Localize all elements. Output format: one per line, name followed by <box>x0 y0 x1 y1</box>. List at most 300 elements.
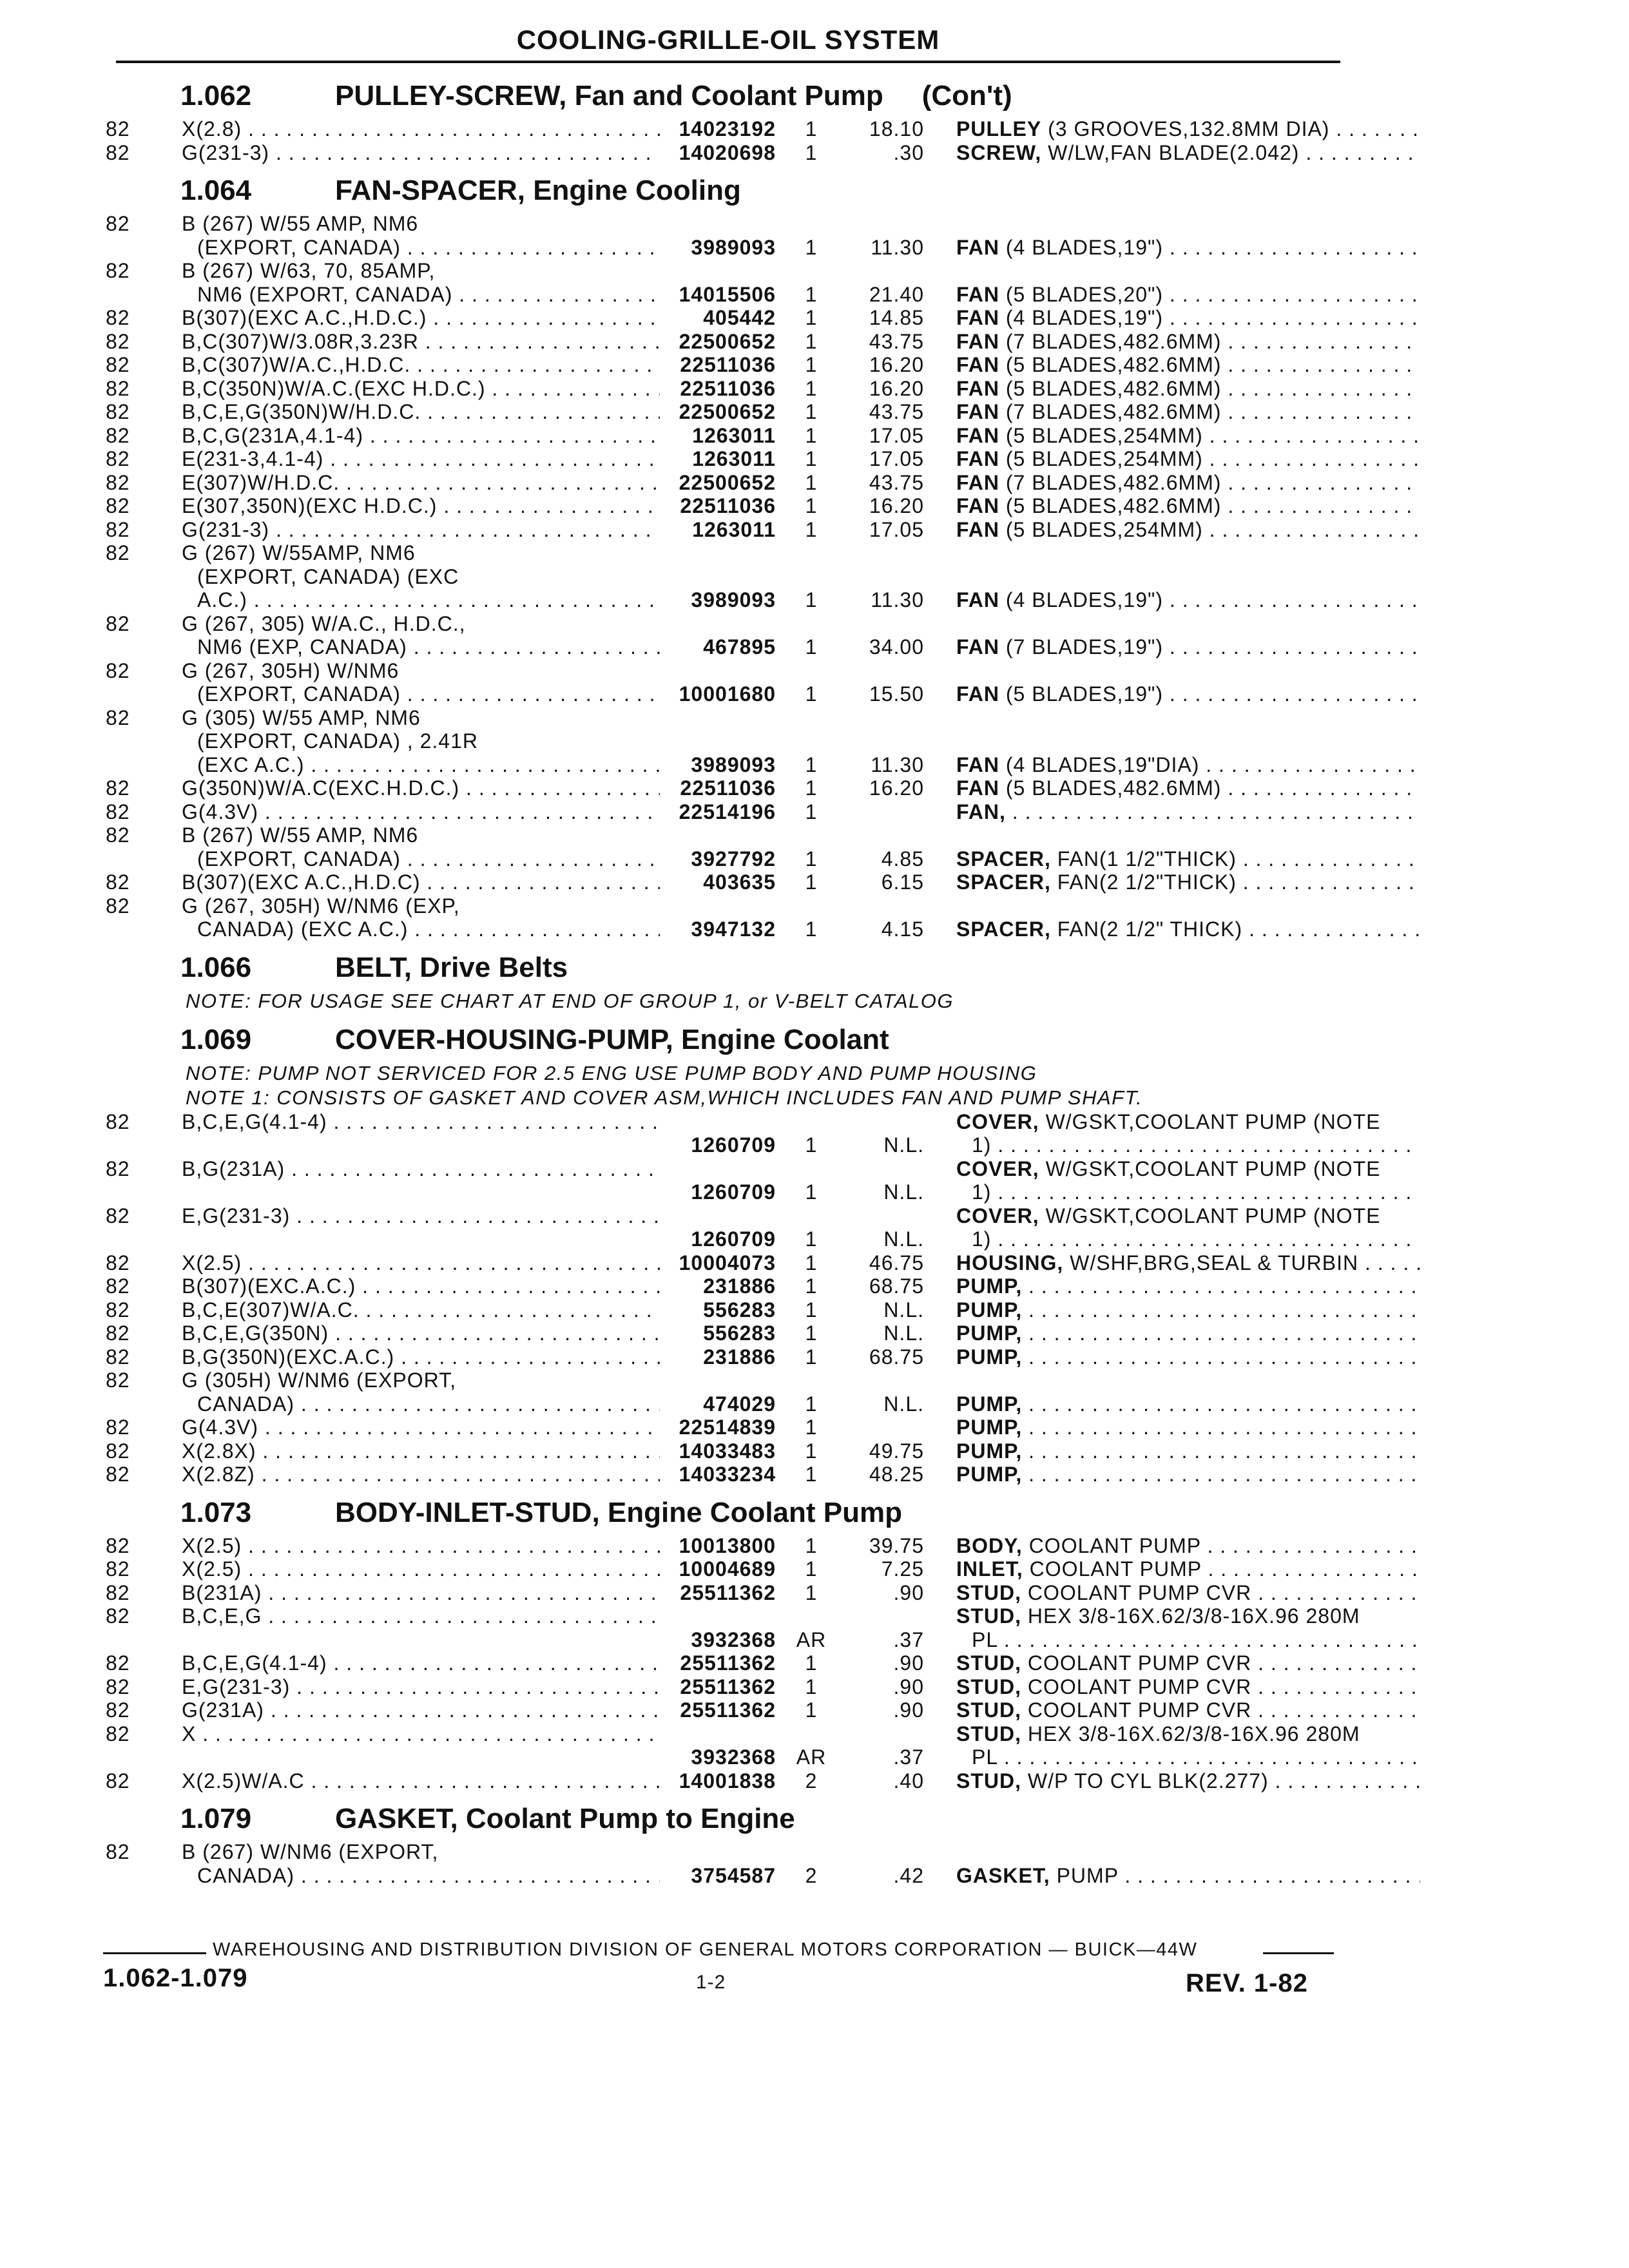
usage-cell <box>182 1769 660 1793</box>
description-line <box>956 1675 1420 1699</box>
quantity: 1 <box>805 1392 818 1416</box>
description-line <box>956 1557 1420 1581</box>
description-line <box>956 682 1420 706</box>
price: 68.75 <box>869 1274 924 1298</box>
section-title: FAN-SPACER, Engine Cooling <box>335 175 741 206</box>
part-row <box>103 518 1353 542</box>
section-number: 1.069 <box>180 1023 252 1055</box>
quantity: 1 <box>805 235 818 259</box>
description-line <box>956 117 1420 141</box>
description-text: (5 BLADES,482.6MM) <box>1005 376 1222 400</box>
description-cell <box>956 1463 1420 1486</box>
section-note: NOTE 1: CONSISTS OF GASKET AND COVER ASM,WHICH INCLUDES FAN AND PUMP SHAFT. <box>186 1086 1143 1109</box>
part-number: 22500652 <box>679 400 776 423</box>
usage-cell <box>182 1416 660 1439</box>
model-year: 82 <box>106 1769 130 1792</box>
description-text: (5 BLADES,482.6MM) <box>1005 776 1222 800</box>
model-year: 82 <box>106 823 130 847</box>
usage-cell <box>182 1274 660 1298</box>
usage-line: A.C.) . . . <box>182 588 660 612</box>
usage-line: G (267) W/55AMP, NM6 <box>182 541 416 564</box>
price: 11.30 <box>871 588 924 611</box>
usage-cell <box>182 1251 660 1275</box>
part-number: 22511036 <box>680 776 776 800</box>
usage-line: B (267) W/55 AMP, NM6 <box>182 823 419 847</box>
usage-line: G(231-3) . . . <box>182 141 660 165</box>
price: N.L. <box>883 1392 924 1416</box>
description-line <box>956 918 1420 941</box>
usage-line: B,C,G(231A,4.1-4) . . . <box>182 424 660 448</box>
part-number: 3932368 <box>691 1628 776 1651</box>
description-cell <box>956 682 1420 706</box>
usage-line: G(231-3) . . . <box>182 518 660 542</box>
model-year: 82 <box>106 1439 130 1463</box>
description-line <box>956 753 1420 777</box>
usage-line: B,G(350N)(EXC.A.C.) . . . <box>182 1345 660 1369</box>
description-line <box>956 1416 1420 1439</box>
usage-line: B (267) W/NM6 (EXPORT, <box>182 1840 439 1863</box>
description-line <box>956 471 1420 495</box>
quantity: 1 <box>805 1274 818 1298</box>
price: 4.85 <box>881 847 924 870</box>
usage-cell <box>182 1463 660 1486</box>
price: 18.10 <box>869 117 924 140</box>
usage-line: B(307)(EXC A.C.,H.D.C) . . . <box>182 870 660 894</box>
usage-cell <box>182 1581 660 1605</box>
price: .37 <box>893 1745 924 1769</box>
usage-cell <box>182 141 660 165</box>
description-noun: FAN <box>956 329 999 353</box>
part-row <box>103 212 1353 259</box>
description-cell <box>956 400 1420 424</box>
price: 14.85 <box>869 306 924 329</box>
part-number: 14015506 <box>679 282 776 306</box>
description-line <box>956 377 1420 401</box>
part-row <box>103 1321 1353 1345</box>
description-line <box>956 1180 1420 1204</box>
model-year: 82 <box>106 117 130 140</box>
description-cell <box>956 283 1420 307</box>
part-number: 405442 <box>703 306 776 329</box>
part-row <box>103 1157 1381 1204</box>
usage-cell <box>182 1321 660 1345</box>
part-number: 467895 <box>703 635 776 658</box>
quantity: 1 <box>805 117 818 140</box>
part-row <box>103 800 1353 824</box>
description-text: FAN(1 1/2"THICK) <box>1057 847 1237 870</box>
description-noun: STUD, <box>956 1581 1021 1604</box>
description-noun: INLET, <box>956 1557 1023 1581</box>
part-number: 10004073 <box>679 1251 776 1274</box>
usage-line: X(2.5)W/A.C . . . <box>182 1769 660 1793</box>
part-row <box>103 1274 1353 1298</box>
description-cell <box>956 471 1420 495</box>
usage-cell <box>182 1345 660 1369</box>
description-noun: FAN <box>956 588 999 611</box>
description-noun: FAN <box>956 682 999 706</box>
usage-line: G (305) W/55 AMP, NM6 <box>182 706 421 729</box>
model-year: 82 <box>106 1698 130 1722</box>
usage-cell <box>182 518 660 542</box>
usage-cell <box>182 353 660 377</box>
quantity: 1 <box>805 517 818 541</box>
description-text: W/GSKT,COOLANT PUMP (NOTE <box>1045 1157 1381 1180</box>
model-year: 82 <box>106 259 130 282</box>
description-line <box>956 1698 1420 1722</box>
usage-line: X(2.5) . . . <box>182 1251 660 1275</box>
description-line <box>956 800 1420 824</box>
part-number: 3754587 <box>691 1863 776 1887</box>
part-row <box>103 1439 1353 1463</box>
quantity: 1 <box>805 1180 818 1204</box>
section-heading <box>103 77 1353 115</box>
usage-line: X(2.8Z) . . . <box>182 1463 660 1486</box>
description-cell <box>956 447 1420 471</box>
usage-line: (EXC A.C.) . . . <box>182 753 660 777</box>
price: 16.20 <box>869 353 924 376</box>
price: 6.15 <box>881 870 924 894</box>
price: 11.30 <box>871 235 924 259</box>
part-number: 474029 <box>703 1392 776 1416</box>
description-noun: GASKET, <box>956 1863 1050 1887</box>
model-year: 82 <box>106 800 130 823</box>
section-number: 1.062 <box>180 80 252 111</box>
usage-cell <box>182 377 660 401</box>
description-noun: FAN <box>956 400 999 423</box>
part-row <box>103 1534 1353 1558</box>
model-year: 82 <box>106 1675 130 1698</box>
description-cell <box>956 518 1420 542</box>
description-line <box>956 1227 1420 1251</box>
part-number: 22511036 <box>680 353 776 376</box>
usage-cell <box>182 1651 660 1675</box>
model-year: 82 <box>106 1557 130 1581</box>
section-number: 1.073 <box>180 1496 252 1528</box>
price: N.L. <box>883 1227 924 1251</box>
footer-section-range: 1.062-1.079 <box>103 1964 248 1992</box>
usage-cell <box>182 800 660 824</box>
usage-line: G (267, 305H) W/NM6 <box>182 658 400 682</box>
description-line <box>956 518 1420 542</box>
price: N.L. <box>883 1180 924 1204</box>
section-heading <box>103 1021 1353 1059</box>
description-noun: PUMP, <box>956 1416 1023 1439</box>
part-row <box>103 117 1353 141</box>
part-row <box>103 1651 1353 1675</box>
description-line <box>956 1463 1420 1486</box>
model-year: 82 <box>106 1416 130 1439</box>
usage-line: B (267) W/55 AMP, NM6 <box>182 212 419 235</box>
usage-line: G (267, 305) W/A.C., H.D.C., <box>182 611 466 635</box>
description-text: W/LW,FAN BLADE(2.042) <box>1048 140 1300 164</box>
description-noun: PUMP, <box>956 1439 1023 1463</box>
description-cell <box>956 1769 1420 1793</box>
quantity: 1 <box>805 870 818 894</box>
description-line <box>956 1157 1420 1181</box>
quantity: 1 <box>805 1439 818 1463</box>
description-noun: COVER, <box>956 1110 1039 1133</box>
usage-cell <box>182 894 660 941</box>
usage-line: B(231A) . . . <box>182 1581 660 1605</box>
part-number: 14033234 <box>679 1463 776 1486</box>
price: 16.20 <box>869 776 924 800</box>
section-heading <box>103 172 1353 209</box>
description-cell <box>956 377 1420 401</box>
description-line <box>956 1628 1420 1652</box>
description-line <box>956 776 1420 800</box>
usage-line: NM6 (EXP, CANADA) . . . <box>182 635 660 659</box>
description-text: (5 BLADES,482.6MM) <box>1005 353 1222 376</box>
description-line <box>956 330 1420 354</box>
description-text: W/GSKT,COOLANT PUMP (NOTE <box>1045 1110 1381 1133</box>
part-row <box>103 424 1353 448</box>
usage-cell <box>182 1439 660 1463</box>
model-year: 82 <box>106 1204 130 1227</box>
description-line <box>956 1581 1420 1605</box>
quantity: 1 <box>805 306 818 329</box>
description-text: (4 BLADES,19") <box>1005 588 1164 611</box>
part-row <box>103 447 1353 471</box>
price: 17.05 <box>869 517 924 541</box>
footer-rule-left <box>103 1952 206 1954</box>
part-row <box>103 1416 1353 1439</box>
description-line <box>956 1345 1420 1369</box>
quantity: 1 <box>805 588 818 611</box>
part-number: 25511362 <box>680 1675 776 1698</box>
description-line <box>956 1722 1420 1746</box>
quantity: 1 <box>805 400 818 423</box>
description-line <box>956 306 1420 330</box>
part-number: 22511036 <box>680 494 776 517</box>
usage-line: E(307,350N)(EXC H.D.C.) . . . <box>182 494 660 518</box>
part-row <box>103 306 1353 330</box>
usage-cell <box>182 1557 660 1581</box>
model-year: 82 <box>106 517 130 541</box>
part-row <box>103 659 1353 706</box>
description-noun: PUMP, <box>956 1345 1023 1369</box>
model-year: 82 <box>106 870 130 894</box>
section-title: BELT, Drive Belts <box>335 951 568 983</box>
usage-line: B(307)(EXC A.C.,H.D.C.) . . . <box>182 306 660 330</box>
price: .90 <box>893 1651 924 1675</box>
description-cell <box>956 306 1420 330</box>
description-noun: FAN <box>956 447 999 470</box>
quantity: 1 <box>805 329 818 353</box>
quantity: 1 <box>805 1345 818 1369</box>
part-number: 3989093 <box>691 235 776 259</box>
part-row <box>103 259 1353 306</box>
usage-line: (EXPORT, CANADA) . . . <box>182 236 660 260</box>
model-year: 82 <box>106 541 130 564</box>
part-row <box>103 377 1353 401</box>
description-noun: SPACER, <box>956 870 1051 894</box>
description-line <box>956 847 1420 871</box>
description-text: (5 BLADES,19") <box>1005 682 1164 706</box>
quantity: 2 <box>805 1863 818 1887</box>
quantity: 1 <box>805 847 818 870</box>
usage-line: B(307)(EXC.A.C.) . . . <box>182 1274 660 1298</box>
price: 11.30 <box>871 753 924 776</box>
description-line <box>956 870 1420 894</box>
usage-cell <box>182 1369 660 1416</box>
description-noun: STUD, <box>956 1769 1021 1792</box>
section-title: PULLEY-SCREW, Fan and Coolant Pump <box>335 80 883 111</box>
description-noun: FAN <box>956 494 999 517</box>
description-cell <box>956 1675 1420 1699</box>
description-cell <box>956 1864 1420 1888</box>
model-year: 82 <box>106 140 130 164</box>
price: 68.75 <box>869 1345 924 1369</box>
description-text: COOLANT PUMP CVR <box>1027 1651 1252 1675</box>
description-noun: STUD, <box>956 1698 1021 1722</box>
usage-line: G (267, 305H) W/NM6 (EXP, <box>182 894 460 918</box>
description-noun: FAN <box>956 306 999 329</box>
part-row <box>103 494 1353 518</box>
usage-line: X . . . <box>182 1722 660 1746</box>
description-cell <box>956 1581 1420 1605</box>
part-number: 1263011 <box>692 447 776 470</box>
part-row <box>103 1840 1353 1887</box>
quantity: 1 <box>805 800 818 823</box>
description-cell <box>956 918 1420 941</box>
description-text: HEX 3/8-16X.62/3/8-16X.96 280M <box>1027 1722 1360 1745</box>
usage-line: G(4.3V) . . . <box>182 1416 660 1439</box>
description-noun: FAN <box>956 635 999 658</box>
description-cell <box>956 847 1420 871</box>
part-number: 3932368 <box>691 1745 776 1769</box>
part-row <box>103 1769 1353 1793</box>
description-noun: FAN <box>956 753 999 776</box>
usage-cell <box>182 259 660 306</box>
quantity: 2 <box>805 1769 818 1792</box>
model-year: 82 <box>106 376 130 400</box>
usage-line: NM6 (EXPORT, CANADA) . . . <box>182 283 660 307</box>
usage-line: CANADA) . . . <box>182 1864 660 1888</box>
description-cell <box>956 117 1420 141</box>
usage-line: G(4.3V) . . . <box>182 800 660 824</box>
description-cell <box>956 1416 1420 1439</box>
description-text: COOLANT PUMP <box>1029 1557 1202 1581</box>
model-year: 82 <box>106 329 130 353</box>
usage-line: B,C,E,G(4.1-4) . . . <box>182 1651 660 1675</box>
part-number: 25511362 <box>680 1698 776 1722</box>
part-number: 1263011 <box>692 423 776 447</box>
description-line <box>956 1769 1420 1793</box>
model-year: 82 <box>106 1722 130 1745</box>
model-year: 82 <box>106 1321 130 1345</box>
model-year: 82 <box>106 1298 130 1321</box>
quantity: 1 <box>805 423 818 447</box>
part-row <box>103 1110 1381 1157</box>
model-year: 82 <box>106 1581 130 1604</box>
header-rule <box>116 61 1340 63</box>
usage-line: (EXPORT, CANADA) (EXC <box>197 564 459 588</box>
description-text: (4 BLADES,19") <box>1005 235 1164 259</box>
description-line <box>956 283 1420 307</box>
description-text: 1) <box>972 1227 992 1251</box>
description-text: COOLANT PUMP CVR <box>1027 1581 1252 1604</box>
part-number: 14033483 <box>679 1439 776 1463</box>
quantity: 1 <box>805 282 818 306</box>
part-row <box>103 330 1353 354</box>
usage-line: E,G(231-3) . . . <box>182 1204 660 1228</box>
price: 16.20 <box>869 376 924 400</box>
model-year: 82 <box>106 470 130 494</box>
description-line <box>956 1439 1420 1463</box>
description-cell <box>956 776 1420 800</box>
part-number: 231886 <box>703 1345 776 1369</box>
description-cell <box>956 424 1420 448</box>
description-noun: FAN <box>956 282 999 306</box>
part-row <box>103 870 1353 894</box>
description-line <box>956 1651 1420 1675</box>
description-cell <box>956 635 1420 659</box>
description-line <box>956 588 1420 612</box>
description-line <box>956 236 1420 260</box>
part-row <box>103 1722 1360 1769</box>
model-year: 82 <box>106 776 130 800</box>
model-year: 82 <box>106 353 130 376</box>
footer-division-text: WAREHOUSING AND DISTRIBUTION DIVISION OF GENERAL MOTORS CORPORATION — BUICK—44W <box>213 1939 1198 1960</box>
part-row <box>103 1369 1353 1416</box>
description-cell <box>956 141 1420 165</box>
part-number: 3947132 <box>691 918 776 941</box>
part-number: 1263011 <box>692 517 776 541</box>
model-year: 82 <box>106 1369 130 1392</box>
description-line <box>956 1745 1420 1769</box>
model-year: 82 <box>106 1651 130 1675</box>
description-cell <box>956 1298 1420 1322</box>
description-cell <box>956 1722 1420 1769</box>
part-number: 14001838 <box>679 1769 776 1792</box>
quantity: 1 <box>805 1321 818 1345</box>
usage-cell <box>182 1698 660 1722</box>
usage-cell <box>182 659 660 706</box>
footer-page-number: 1-2 <box>696 1972 726 1993</box>
part-row <box>103 612 1353 659</box>
price: 48.25 <box>869 1463 924 1486</box>
description-line <box>956 1534 1420 1558</box>
page-header: COOLING-GRILLE-OIL SYSTEM <box>516 24 940 55</box>
part-row <box>103 706 1353 777</box>
price: 39.75 <box>869 1533 924 1557</box>
usage-line: B,C,E,G(350N)W/H.D.C. . . . <box>182 400 660 424</box>
usage-line: E(231-3,4.1-4) . . . <box>182 447 660 471</box>
section-note: NOTE: PUMP NOT SERVICED FOR 2.5 ENG USE PUMP BODY AND PUMP HOUSING <box>186 1061 1037 1084</box>
description-text: (7 BLADES,482.6MM) <box>1005 400 1222 423</box>
quantity: 1 <box>805 682 818 706</box>
description-line <box>956 1133 1420 1157</box>
description-cell <box>956 753 1420 777</box>
model-year: 82 <box>106 894 130 918</box>
description-text: 1) <box>972 1180 992 1204</box>
description-noun: STUD, <box>956 1722 1021 1745</box>
usage-line: X(2.5) . . . <box>182 1534 660 1558</box>
quantity: 1 <box>805 918 818 941</box>
quantity: 1 <box>805 470 818 494</box>
description-line <box>956 1251 1420 1275</box>
usage-line: (EXPORT, CANADA) . . . <box>182 847 660 871</box>
quantity: AR <box>796 1745 827 1769</box>
description-cell <box>956 1157 1420 1204</box>
usage-cell <box>182 424 660 448</box>
description-text: W/P TO CYL BLK(2.277) <box>1027 1769 1269 1792</box>
section-title: BODY-INLET-STUD, Engine Coolant Pump <box>335 1496 902 1528</box>
description-text: COOLANT PUMP <box>1028 1533 1201 1557</box>
description-line <box>956 1298 1420 1322</box>
usage-line: B,C(307)W/3.08R,3.23R . . . <box>182 330 660 354</box>
price: 21.40 <box>869 282 924 306</box>
